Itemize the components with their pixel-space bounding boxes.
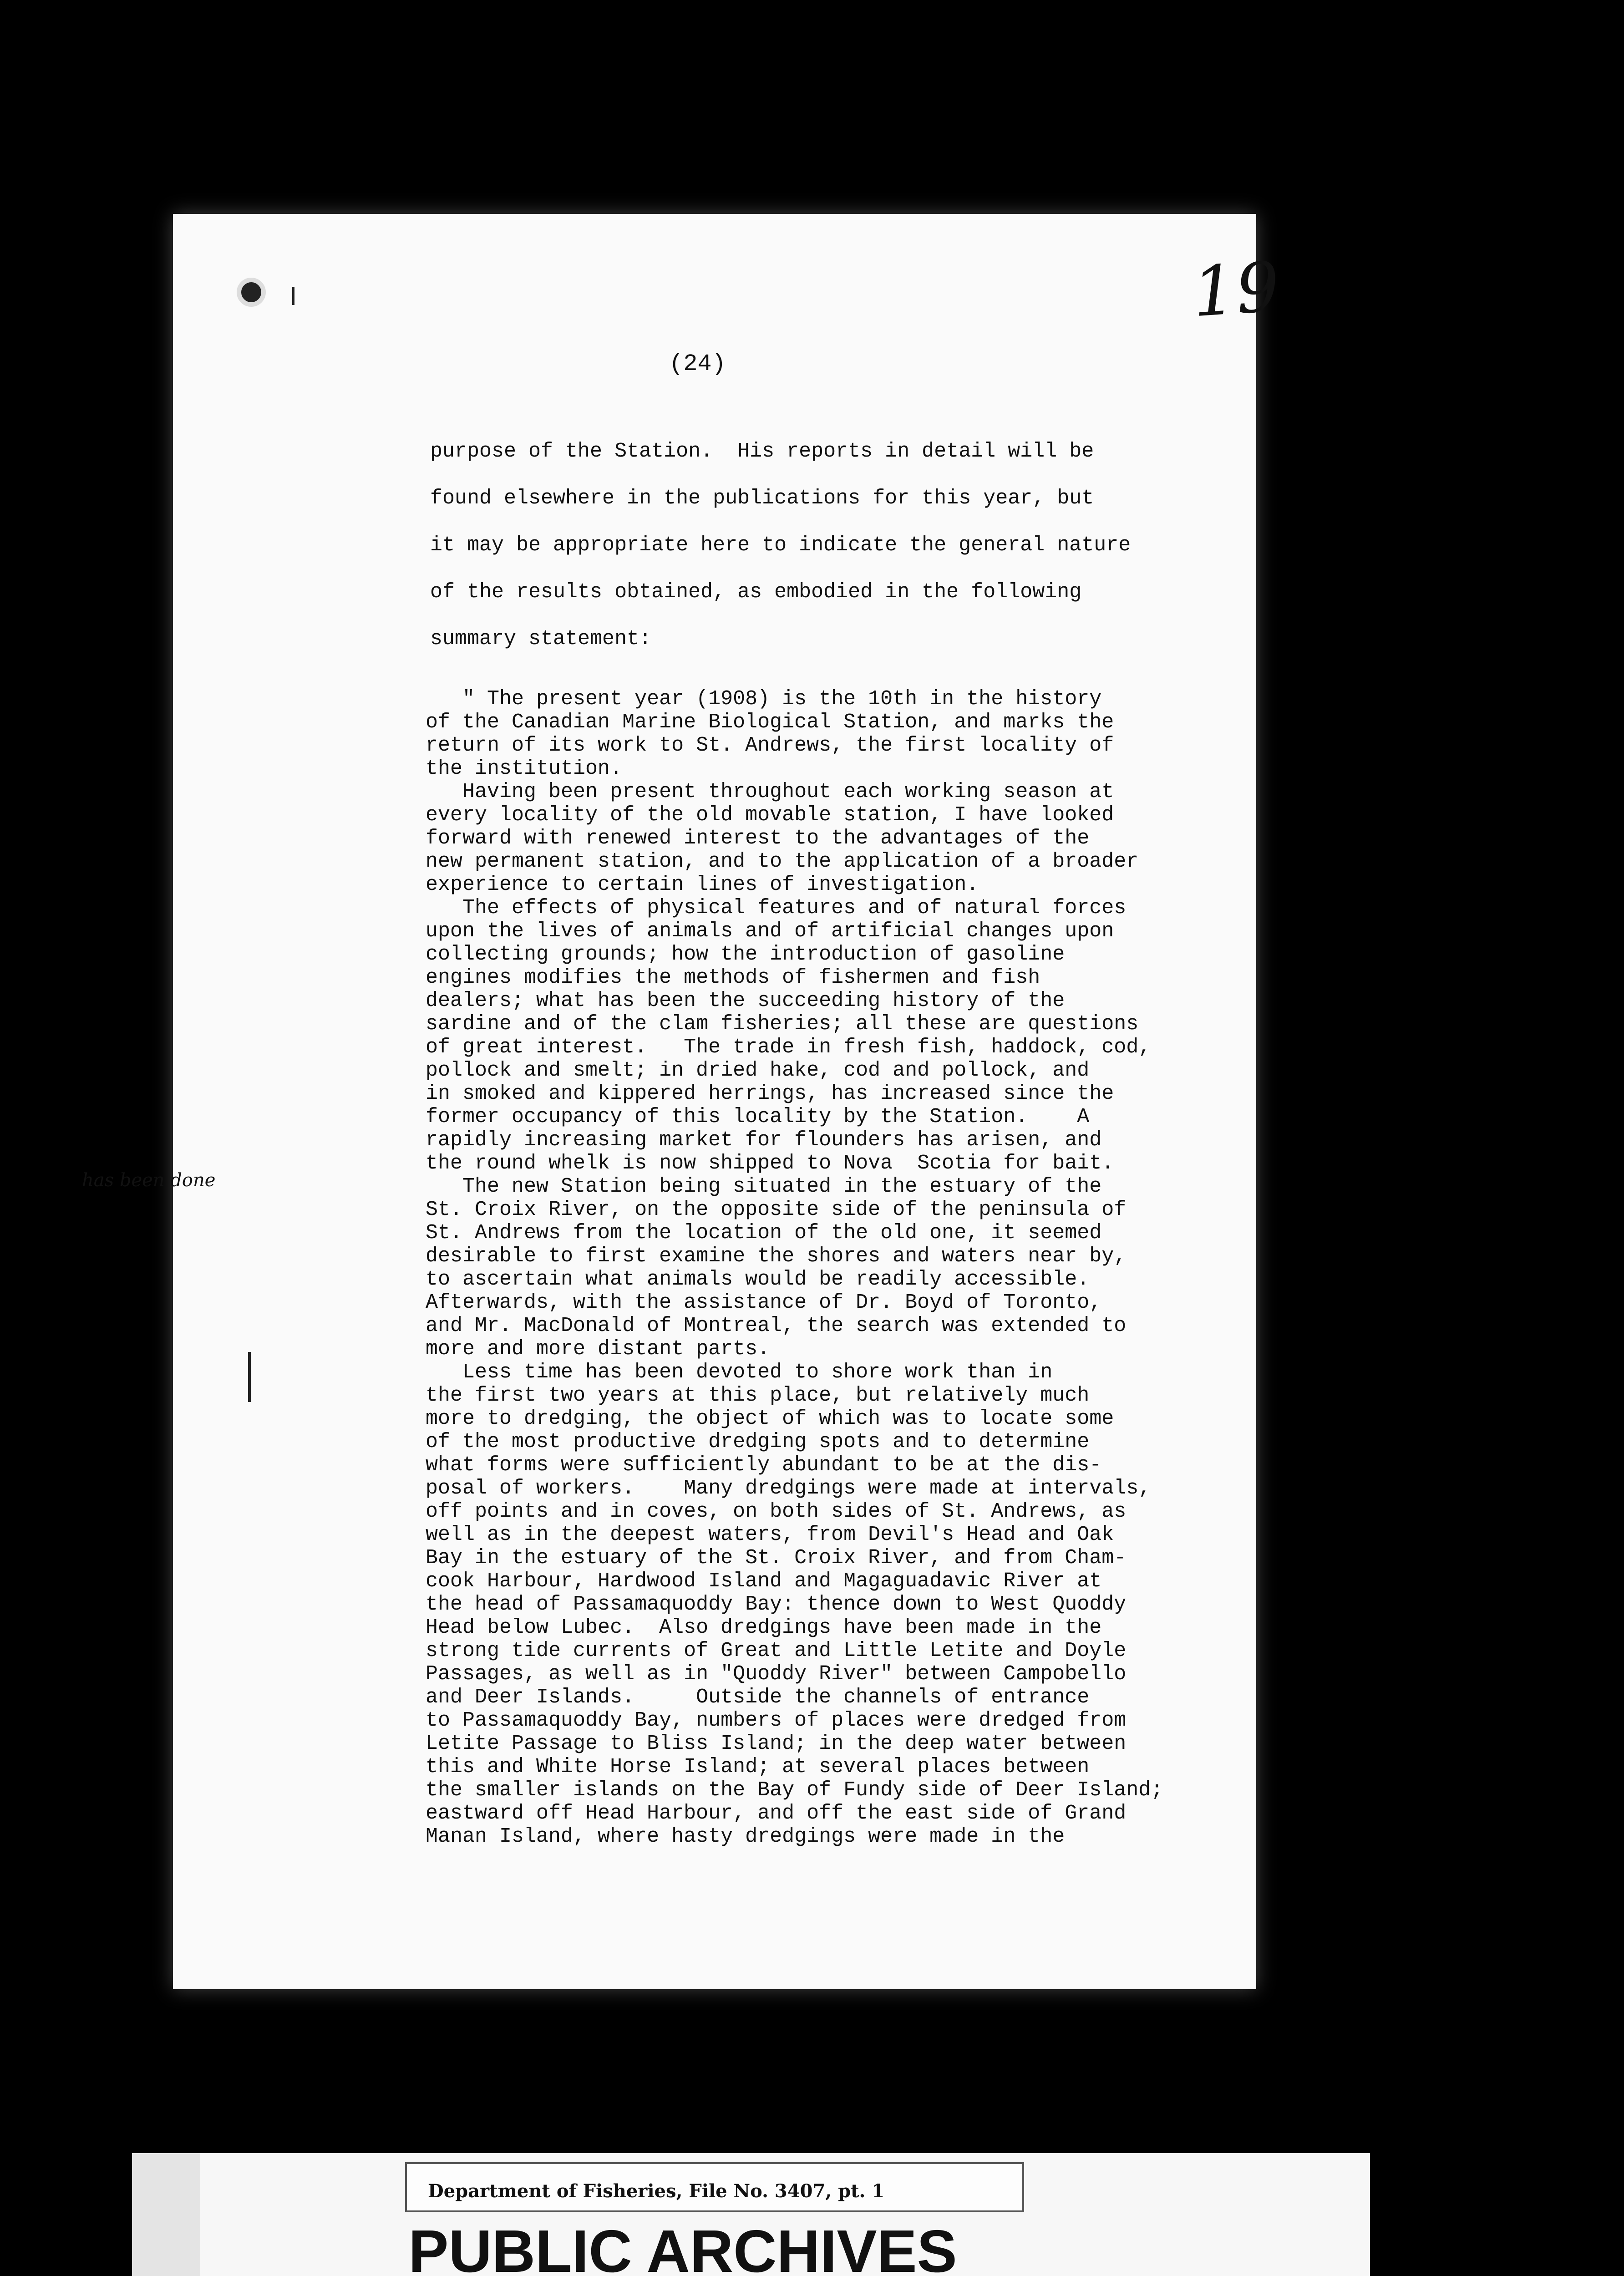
body-line: rapidly increasing market for flounders has arisen, and bbox=[426, 1128, 1102, 1152]
body-line: the first two years at this place, but relatively much bbox=[426, 1384, 1090, 1407]
body-line: strong tide currents of Great and Little Letite and Doyle bbox=[426, 1639, 1127, 1662]
body-line: to Passamaquoddy Bay, numbers of places were dredged from bbox=[426, 1709, 1127, 1732]
body-line: the head of Passamaquoddy Bay: thence down to West Quoddy bbox=[426, 1593, 1127, 1616]
body-line: this and White Horse Island; at several places between bbox=[426, 1755, 1090, 1778]
page-number: (24) bbox=[669, 351, 726, 377]
document-page bbox=[173, 214, 1282, 1989]
handwritten-margin-note: has been done bbox=[82, 1170, 216, 1191]
intro-line: found elsewhere in the publications for this year, but bbox=[430, 487, 1094, 510]
intro-paragraph bbox=[430, 428, 1240, 662]
intro-line: purpose of the Station. His reports in detail will be bbox=[430, 440, 1094, 463]
body-line: Passages, as well as in "Quoddy River" between Campobello bbox=[426, 1662, 1127, 1686]
body-text bbox=[426, 687, 1254, 1848]
body-line: well as in the deepest waters, from Devil's Head and Oak bbox=[426, 1523, 1114, 1546]
body-line: of great interest. The trade in fresh fish, haddock, cod, bbox=[426, 1036, 1151, 1059]
body-line: engines modifies the methods of fishermen and fish bbox=[426, 966, 1040, 989]
body-line: forward with renewed interest to the advantages of the bbox=[426, 827, 1090, 850]
body-line: cook Harbour, Hardwood Island and Magaguadavic River at bbox=[426, 1570, 1102, 1593]
body-line: St. Andrews from the location of the old one, it seemed bbox=[426, 1221, 1102, 1245]
body-line: the institution. bbox=[426, 757, 623, 780]
punch-hole bbox=[237, 278, 266, 307]
body-line: pollock and smelt; in dried hake, cod and pollock, and bbox=[426, 1059, 1090, 1082]
body-line: new permanent station, and to the application of a broader bbox=[426, 850, 1139, 873]
intro-line: of the results obtained, as embodied in the following bbox=[430, 580, 1082, 604]
body-line: the round whelk is now shipped to Nova Scotia for bait. bbox=[426, 1152, 1114, 1175]
body-line: Having been present throughout each working season at bbox=[426, 780, 1114, 803]
file-label: Department of Fisheries, File No. 3407, pt. 1 bbox=[428, 2180, 885, 2202]
body-line: of the most productive dredging spots and to determine bbox=[426, 1430, 1090, 1453]
body-line: posal of workers. Many dredgings were made at intervals, bbox=[426, 1477, 1151, 1500]
body-line: Manan Island, where hasty dredgings were made in the bbox=[426, 1825, 1065, 1848]
body-line: former occupancy of this locality by the Station. A bbox=[426, 1105, 1090, 1128]
margin-bracket bbox=[248, 1352, 251, 1402]
body-line: Less time has been devoted to shore work than in bbox=[426, 1361, 1053, 1384]
intro-line: summary statement: bbox=[430, 627, 652, 650]
body-line: desirable to first examine the shores and waters near by, bbox=[426, 1245, 1127, 1268]
margin-tick bbox=[292, 287, 294, 305]
body-line: every locality of the old movable station, I have looked bbox=[426, 803, 1114, 827]
body-line: sardine and of the clam fisheries; all these are questions bbox=[426, 1012, 1139, 1036]
body-line: collecting grounds; how the introduction of gasoline bbox=[426, 943, 1065, 966]
body-line: off points and in coves, on both sides of St. Andrews, as bbox=[426, 1500, 1127, 1523]
body-line: Bay in the estuary of the St. Croix River, and from Cham- bbox=[426, 1546, 1127, 1570]
body-line: The effects of physical features and of natural forces bbox=[426, 896, 1127, 920]
body-line: Head below Lubec. Also dredgings have been made in the bbox=[426, 1616, 1102, 1639]
body-line: Letite Passage to Bliss Island; in the deep water between bbox=[426, 1732, 1127, 1755]
body-line: of the Canadian Marine Biological Station, and marks the bbox=[426, 711, 1114, 734]
body-line: eastward off Head Harbour, and off the east side of Grand bbox=[426, 1802, 1127, 1825]
body-line: " The present year (1908) is the 10th in the history bbox=[426, 687, 1102, 711]
folio-number: 19 bbox=[1190, 247, 1282, 333]
intro-line: it may be appropriate here to indicate the general nature bbox=[430, 533, 1131, 557]
body-line: in smoked and kippered herrings, has increased since the bbox=[426, 1082, 1114, 1105]
body-line: experience to certain lines of investigation. bbox=[426, 873, 979, 896]
body-line: what forms were sufficiently abundant to be at the dis- bbox=[426, 1453, 1102, 1477]
body-line: return of its work to St. Andrews, the first locality of bbox=[426, 734, 1114, 757]
body-line: and Deer Islands. Outside the channels of entrance bbox=[426, 1686, 1090, 1709]
body-line: St. Croix River, on the opposite side of the peninsula of bbox=[426, 1198, 1127, 1221]
body-line: upon the lives of animals and of artificial changes upon bbox=[426, 920, 1114, 943]
body-line: and Mr. MacDonald of Montreal, the search was extended to bbox=[426, 1314, 1127, 1337]
body-line: Afterwards, with the assistance of Dr. Boyd of Toronto, bbox=[426, 1291, 1102, 1314]
body-line: dealers; what has been the succeeding history of the bbox=[426, 989, 1065, 1012]
archive-card bbox=[132, 2153, 1370, 2276]
body-line: more to dredging, the object of which was to locate some bbox=[426, 1407, 1114, 1430]
body-line: the smaller islands on the Bay of Fundy side of Deer Island; bbox=[426, 1778, 1163, 1802]
body-line: to ascertain what animals would be readily accessible. bbox=[426, 1268, 1090, 1291]
body-line: more and more distant parts. bbox=[426, 1337, 770, 1361]
body-line: The new Station being situated in the estuary of the bbox=[426, 1175, 1102, 1198]
archive-title-en: PUBLIC ARCHIVES bbox=[408, 2218, 957, 2276]
